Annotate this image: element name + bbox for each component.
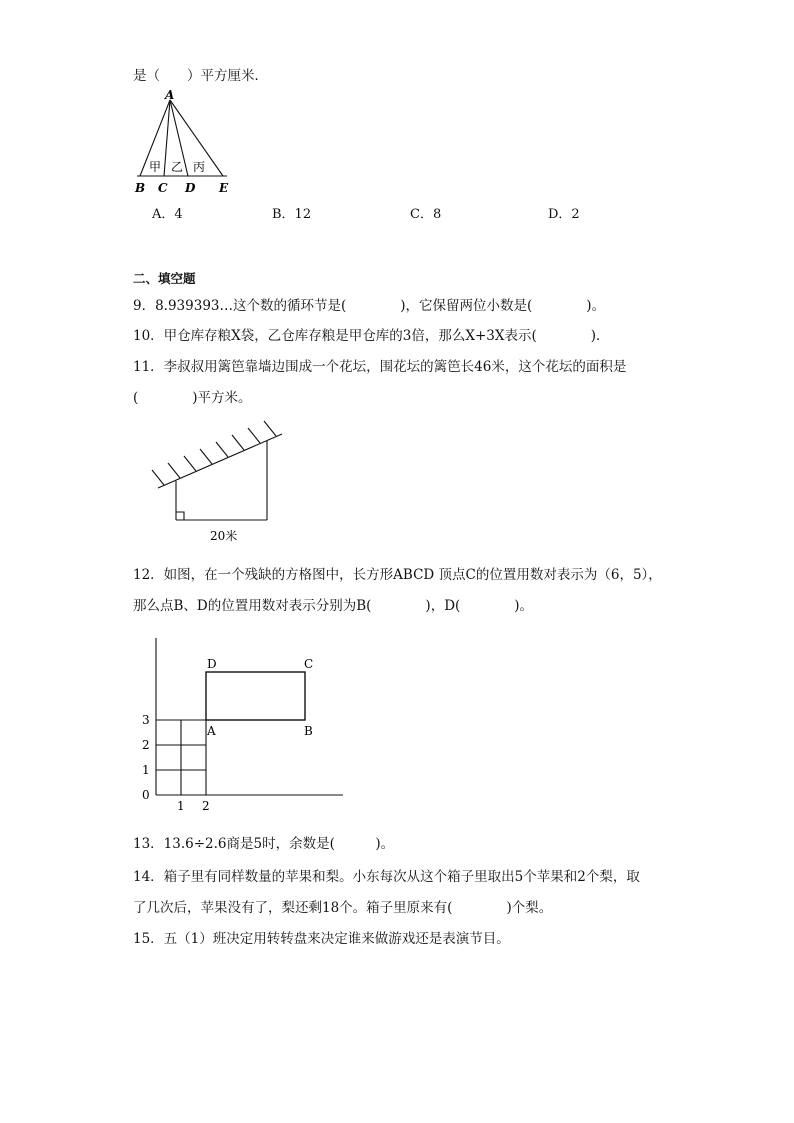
- question-9: 9．8.939393…这个数的循环节是( )，它保留两位小数是( )。: [133, 298, 606, 314]
- question-15: 15．五（1）班决定用转转盘来决定谁来做游戏还是表演节目。: [133, 931, 510, 947]
- point-a: A: [207, 724, 216, 738]
- section-title: 二、填空题: [133, 271, 196, 286]
- q8-stem-tail: 是（ ）平方厘米．: [133, 68, 268, 84]
- label-b: B: [135, 181, 146, 195]
- y-tick-3: 3: [142, 713, 150, 727]
- question-12-line2: 那么点B、D的位置用数对表示分别为B( )，D( )。: [133, 598, 534, 614]
- question-14-line1: 14．箱子里有同样数量的苹果和梨。小东每次从这个箱子里取出5个苹果和2个梨，取: [133, 869, 640, 885]
- region-bing: 丙: [193, 160, 206, 174]
- question-12-line1: 12．如图，在一个残缺的方格图中，长方形ABCD 顶点C的位置用数对表示为（6，5），: [133, 567, 662, 583]
- point-b: B: [304, 724, 313, 738]
- y-tick-2: 2: [142, 738, 150, 752]
- question-13: 13．13.6÷2.6商是5时，余数是( )。: [133, 836, 395, 852]
- region-jia: 甲: [149, 160, 162, 174]
- x-tick-1: 1: [177, 799, 185, 813]
- label-d: D: [185, 181, 196, 195]
- question-10: 10．甲仓库存粮X袋，乙仓库存粮是甲仓库的3倍，那么X+3X表示( )．: [133, 328, 610, 344]
- y-tick-0: 0: [142, 788, 150, 802]
- label-c: C: [158, 181, 168, 195]
- y-tick-1: 1: [142, 763, 150, 777]
- q12-grid-figure: [135, 630, 350, 815]
- question-14-line2: 了几次后，苹果没有了，梨还剩18个。箱子里原来有( )个梨。: [133, 900, 553, 916]
- x-tick-2: 2: [202, 799, 210, 813]
- region-yi: 乙: [171, 160, 184, 174]
- q8-triangle-figure: [125, 85, 245, 200]
- point-c: C: [304, 657, 314, 671]
- option-b: B．12: [272, 207, 312, 222]
- q11-garden-figure: [150, 420, 290, 550]
- q11-figure-label: 20米: [210, 529, 238, 543]
- question-11-line2: ( )平方米。: [133, 390, 252, 406]
- label-a: A: [165, 88, 175, 102]
- label-e: E: [219, 181, 229, 195]
- option-a: A．4: [152, 207, 183, 222]
- question-11-line1: 11．李叔叔用篱笆靠墙边围成一个花坛，围花坛的篱笆长46米，这个花坛的面积是: [133, 359, 627, 375]
- point-d: D: [207, 657, 217, 671]
- option-d: D．2: [548, 207, 580, 222]
- option-c: C．8: [410, 207, 442, 222]
